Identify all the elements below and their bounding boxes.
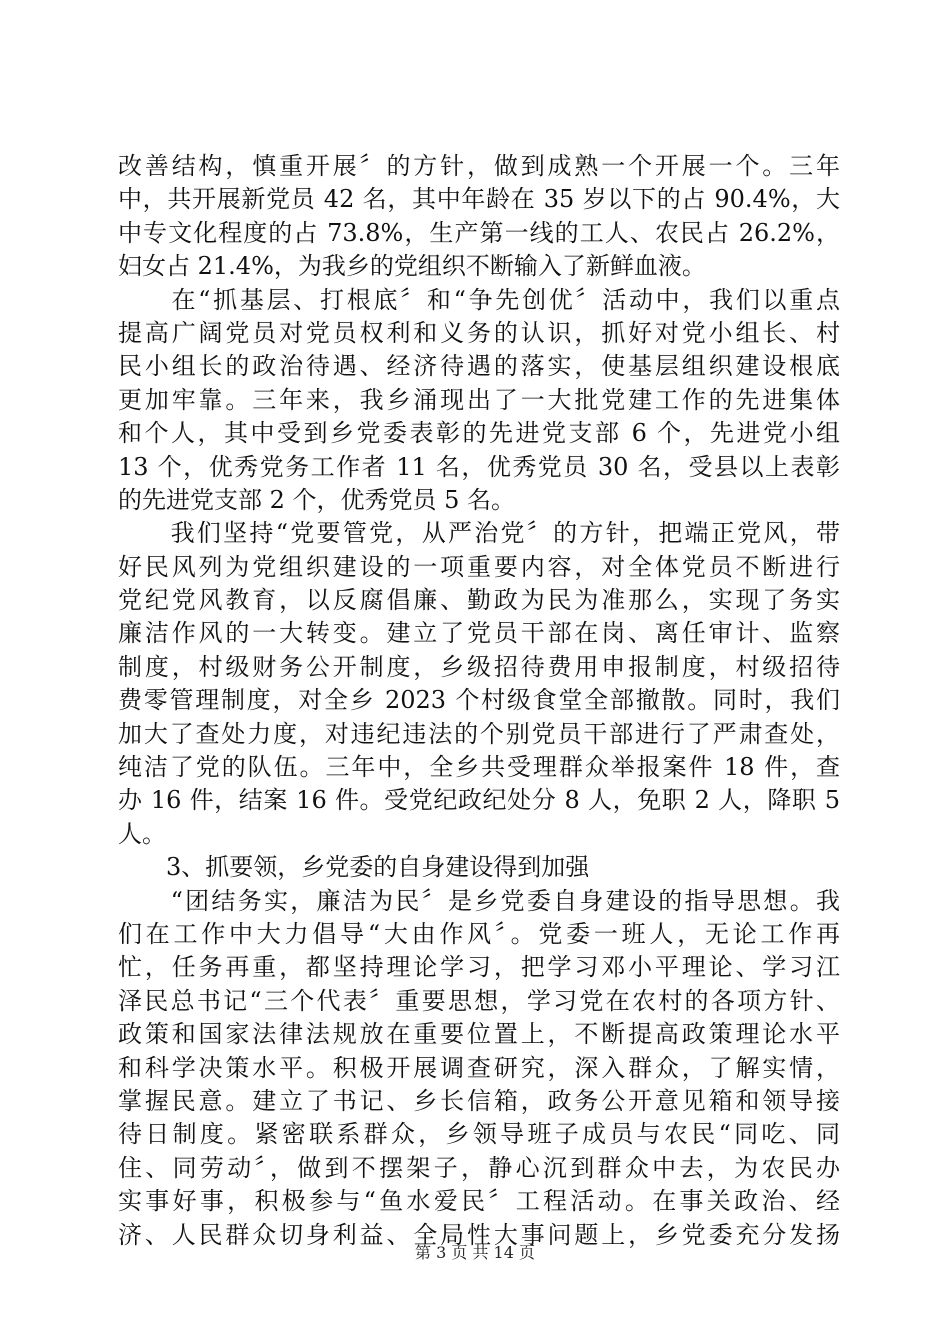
text-line: 办 16 件，结案 16 件。受党纪政纪处分 8 人，免职 2 人，降职 5 xyxy=(118,786,840,815)
text-line: 加大了查处力度，对违纪违法的个别党员干部进行了严肃查处， xyxy=(118,719,840,748)
text-line: 费零管理制度，对全乡 2023 个村级食堂全部撤散。同时，我们 xyxy=(118,686,840,715)
page-number-footer: 第 3 页 共 14 页 xyxy=(415,1243,535,1262)
text-line: 中，共开展新党员 42 名，其中年龄在 35 岁以下的占 90.4%，大 xyxy=(118,185,840,214)
text-line: 好民风列为党组织建设的一项重要内容，对全体党员不断进行 xyxy=(118,552,840,581)
text-line: 待日制度。紧密联系群众，乡领导班子成员与农民“同吃、同 xyxy=(118,1120,840,1149)
text-line: 妇女占 21.4%，为我乡的党组织不断输入了新鲜血液。 xyxy=(118,252,706,281)
text-line: 廉洁作风的一大转变。建立了党员干部在岗、离任审计、监察 xyxy=(118,619,840,648)
text-line: 和科学决策水平。积极开展调查研究，深入群众，了解实情， xyxy=(118,1053,840,1082)
text-line: 中专文化程度的占 73.8%，生产第一线的工人、农民占 26.2%， xyxy=(118,218,840,247)
text-line: 政策和国家法律法规放在重要位置上，不断提高政策理论水平 xyxy=(118,1020,840,1049)
text-line: 住、同劳动〞，做到不摆架子，静心沉到群众中去，为农民办 xyxy=(118,1153,840,1182)
text-line: 我们坚持“党要管党，从严治党〞的方针，把端正党风，带 xyxy=(118,519,840,548)
section-heading: 3、抓要领，乡党委的自身建设得到加强 xyxy=(118,853,590,882)
text-line: 忙，任务再重，都坚持理论学习，把学习邓小平理论、学习江 xyxy=(118,953,840,982)
text-line: 制度，村级财务公开制度，乡级招待费用申报制度，村级招待 xyxy=(118,652,840,681)
text-line: 济、人民群众切身利益、全局性大事问题上，乡党委充分发扬 xyxy=(118,1220,840,1249)
text-line: 和个人，其中受到乡党委表彰的先进党支部 6 个，先进党小组 xyxy=(118,419,840,448)
text-line: 的先进党支部 2 个，优秀党员 5 名。 xyxy=(118,485,516,514)
text-line: 民小组长的政治待遇、经济待遇的落实，使基层组织建设根底 xyxy=(118,352,840,381)
text-line: 13 个，优秀党务工作者 11 名，优秀党员 30 名，受县以上表彰 xyxy=(118,452,840,481)
text-line: 人。 xyxy=(118,819,166,848)
text-line: 改善结构，慎重开展〞的方针，做到成熟一个开展一个。三年 xyxy=(118,152,840,180)
text-line: 提高广阔党员对党员权利和义务的认识，抓好对党小组长、村 xyxy=(118,318,840,347)
text-line: 泽民总书记“三个代表〞重要思想，学习党在农村的各项方针、 xyxy=(118,986,840,1015)
body-text xyxy=(118,150,840,1252)
text-line: 更加牢靠。三年来，我乡涌现出了一大批党建工作的先进集体 xyxy=(118,385,840,414)
text-line: 们在工作中大力倡导“大由作风〞。党委一班人，无论工作再 xyxy=(118,919,840,948)
text-line: 实事好事，积极参与“鱼水爱民〞工程活动。在事关政治、经 xyxy=(118,1187,840,1216)
text-line: “团结务实，廉洁为民〞是乡党委自身建设的指导思想。我 xyxy=(118,886,840,915)
text-line: 党纪党风教育，以反腐倡廉、勤政为民为准那么，实现了务实 xyxy=(118,586,840,615)
text-line: 掌握民意。建立了书记、乡长信箱，政务公开意见箱和领导接 xyxy=(118,1086,840,1115)
text-line: 在“抓基层、打根底〞和“争先创优〞活动中，我们以重点 xyxy=(118,285,840,314)
text-line: 纯洁了党的队伍。三年中，全乡共受理群众举报案件 18 件，查 xyxy=(118,753,840,782)
